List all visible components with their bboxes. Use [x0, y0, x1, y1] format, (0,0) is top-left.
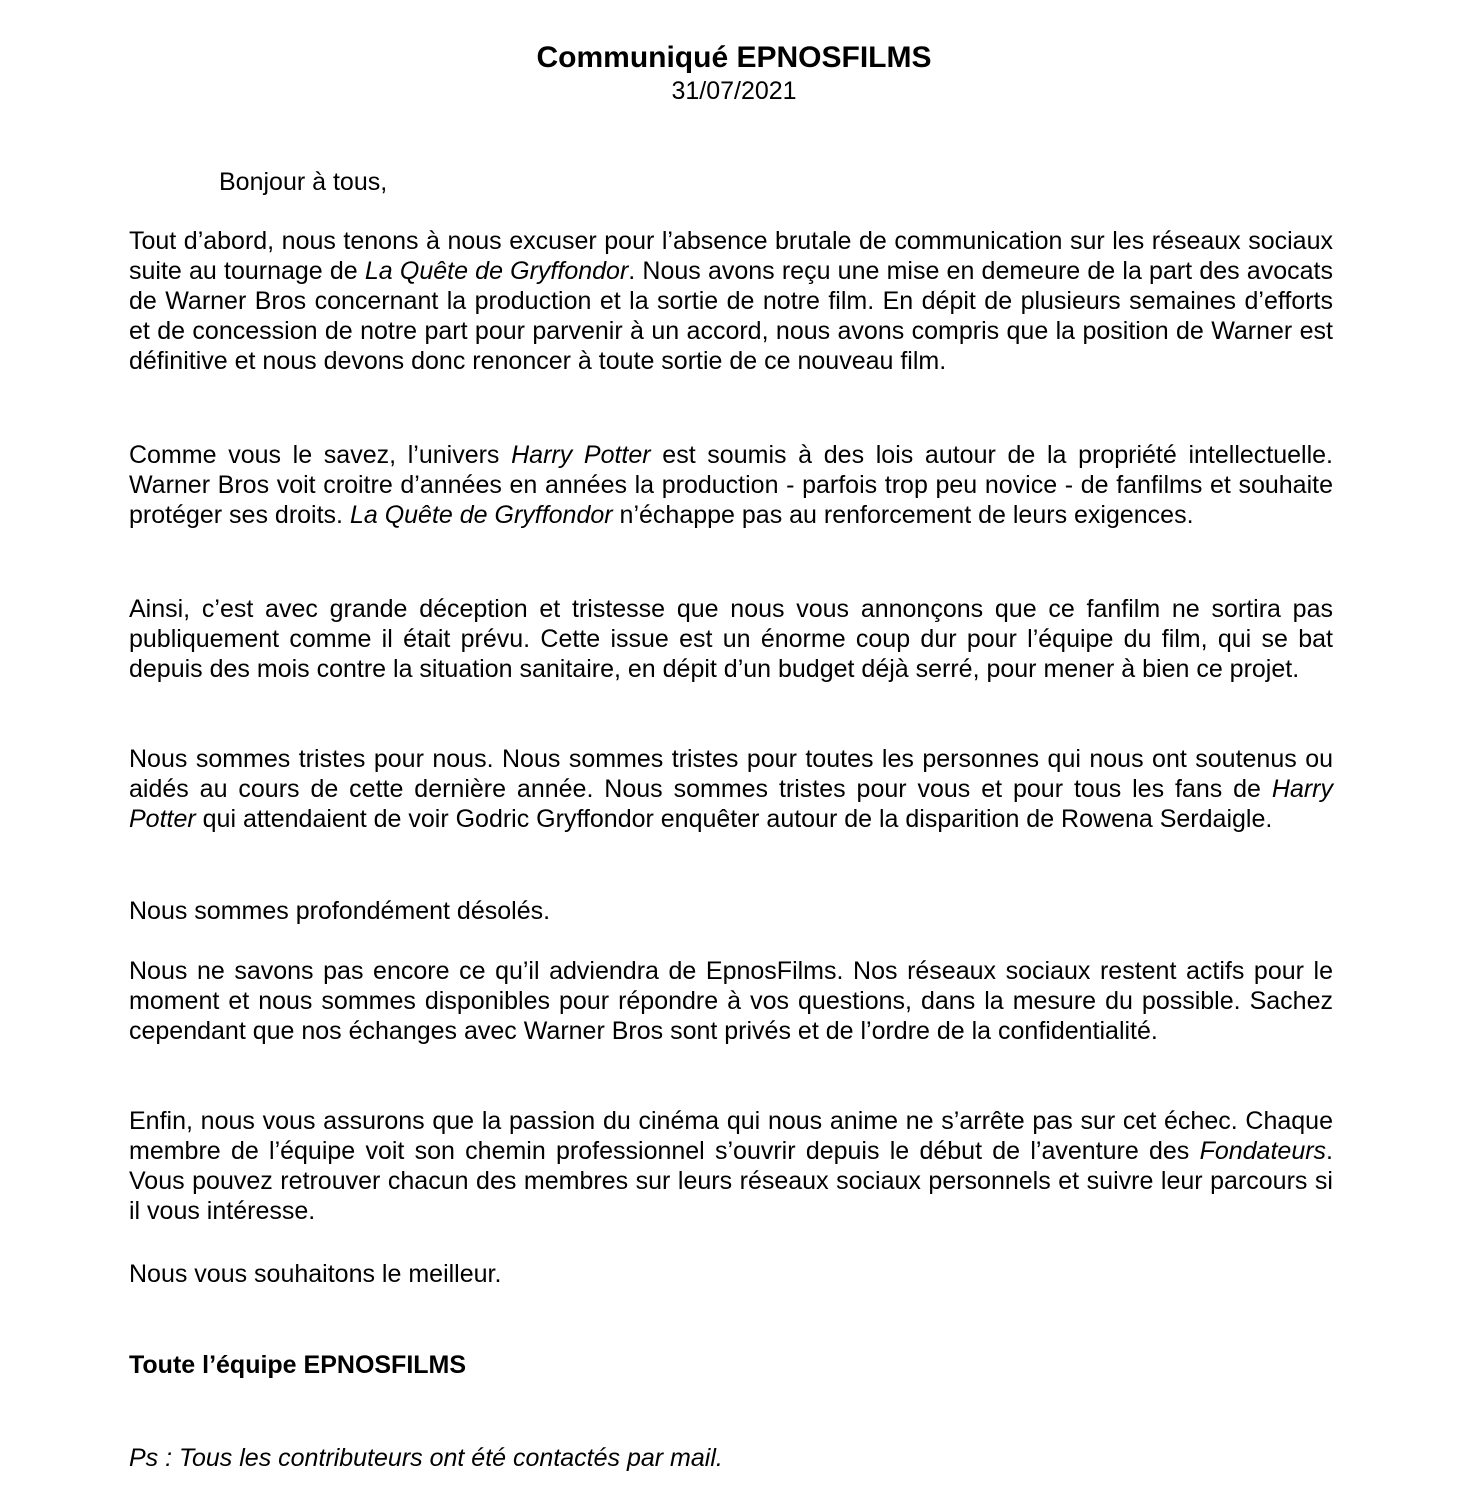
paragraph-text: Nous sommes profondément désolés. [129, 897, 551, 925]
universe-name-italic: Harry Potter [511, 441, 651, 469]
paragraph-text: Ainsi, c’est avec grande déception et tristesse que nous vous annonçons que ce fanfilm ne sortira pas publiquement comme il était prévu. Cette issue est un énorme coup dur pour l’équipe du film, qui se bat depuis des mois contre la situation sanitaire, en dépit d’un budget déjà serré, pour mener à bien ce projet. [129, 595, 1333, 683]
document-date: 31/07/2021 [671, 77, 797, 105]
paragraph-text: Nous sommes tristes pour nous. Nous sommes tristes pour toutes les personnes qui nous ont soutenus ou aidés au cours de cette dernière année. Nous sommes tristes pour vous et pour tous les fans de [129, 745, 1333, 803]
paragraph-apology [129, 226, 1333, 376]
paragraph-text: Enfin, nous vous assurons que la passion du cinéma qui nous anime ne s’arrête pas sur cet échec. Chaque membre de l’équipe voit son chemin professionnel s’ouvrir depuis le début de l’aventure des [129, 1107, 1333, 1165]
universe-name-italic: Harry Potter [129, 775, 1333, 833]
paragraph-closing [129, 1259, 1333, 1289]
document-title: Communiqué EPNOSFILMS [536, 41, 932, 74]
signature: Toute l’équipe EPNOSFILMS [129, 1351, 467, 1379]
paragraph-text: Nous vous souhaitons le meilleur. [129, 1260, 502, 1288]
paragraph-text: Comme vous le savez, l’univers [129, 441, 512, 469]
paragraph-future [129, 956, 1333, 1046]
paragraph-text: qui attendaient de voir Godric Gryffondor enquêter autour de la disparition de Rowena Serdaigle. [195, 805, 1273, 833]
film-title-italic: La Quête de Gryffondor [349, 501, 613, 529]
paragraph-text: . Vous pouvez retrouver chacun des membres sur leurs réseaux sociaux personnels et suivre leur parcours si il vous intéresse. [129, 1137, 1333, 1225]
paragraph-apology-short [129, 896, 1333, 926]
paragraph-intellectual-property [129, 440, 1333, 530]
postscript: Ps : Tous les contributeurs ont été contactés par mail. [129, 1444, 723, 1472]
paragraph-announcement [129, 594, 1333, 684]
paragraph-text: Tout d’abord, nous tenons à nous excuser pour l’absence brutale de communication sur les réseaux sociaux suite au tournage de [129, 227, 1333, 285]
paragraph-passion [129, 1106, 1333, 1226]
paragraph-text: n’échappe pas au renforcement de leurs exigences. [612, 501, 1194, 529]
paragraph-text: Nous ne savons pas encore ce qu’il adviendra de EpnosFilms. Nos réseaux sociaux restent actifs pour le moment et nous sommes disponibles pour répondre à vos questions, dans la mesure du possible. Sachez cependant que nos échanges avec Warner Bros sont privés et de l’ordre de la confidentialité. [129, 957, 1333, 1045]
paragraph-text: . Nous avons reçu une mise en demeure de la part des avocats de Warner Bros concernant la production et la sortie de notre film. En dépit de plusieurs semaines d’efforts et de concession de notre part pour parvenir à un accord, nous avons compris que la position de Warner est définitive et nous devons donc renoncer à toute sortie de ce nouveau film. [129, 257, 1333, 375]
paragraph-text: est soumis à des lois autour de la propriété intellectuelle. Warner Bros voit croitre d’années en années la production - parfois trop peu novice - de fanfilms et souhaite protéger ses droits. [129, 441, 1333, 529]
film-title-italic: La Quête de Gryffondor [364, 257, 629, 285]
paragraph-sadness [129, 744, 1333, 834]
project-name-italic: Fondateurs [1199, 1137, 1327, 1165]
greeting: Bonjour à tous, [219, 168, 388, 196]
